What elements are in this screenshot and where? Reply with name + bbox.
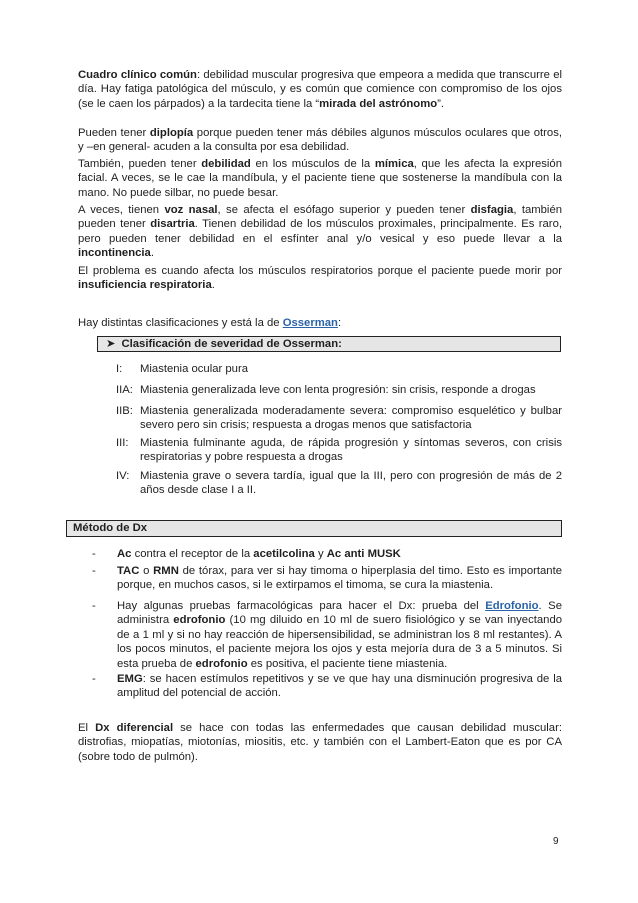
dash-bullet: - [92, 600, 96, 612]
paragraph-text: Hay distintas clasificaciones y está la de [78, 317, 283, 329]
osserman-classification-header [97, 336, 561, 352]
paragraph-classifications [78, 316, 562, 330]
paragraph-text: en los músculos de la [250, 158, 375, 170]
paragraph-text: El problema es cuando afecta los músculos respiratorios porque el paciente puede morir por [78, 265, 562, 277]
classification-key: IV: [116, 470, 130, 482]
bold-term: EMG [117, 673, 143, 685]
paragraph-nasal-voice [78, 203, 562, 261]
bold-term: debilidad [201, 158, 251, 170]
paragraph-text: . [150, 247, 154, 260]
bold-term: Dx diferencial [95, 722, 174, 734]
classification-key: I: [116, 363, 123, 375]
classification-text: Miastenia ocular pura [140, 363, 249, 375]
bold-term: voz nasal [164, 204, 218, 216]
bold-term: Ac anti MUSK [326, 548, 401, 560]
paragraph-text: : debilidad muscular progresiva que empeora a medida que transcurre el día. Hay fatiga patológica del músculo, y es común que comience con compromiso de los ojos (se le caen los párpados) a la tardecita tiene la “ [78, 69, 562, 110]
paragraph-text: porque pueden tener más débiles algunos músculos oculares que otros, y –en general- acuden a la consulta por esa debilidad. [78, 127, 562, 154]
bold-term: mirada del astrónomo [319, 97, 438, 110]
classification-text: Miastenia fulminante aguda, de rápida progresión y síntomas severos, con crisis respiratorias y pobre respuesta a drogas [140, 437, 562, 464]
item-text: : se hacen estímulos repetitivos y se ve que hay una disminución progresiva de la amplitud del potencial de acción. [117, 673, 562, 700]
paragraph-text: , que les afecta la expresión facial. A veces, se le cae la mandíbula, y el paciente tiene que sostenerse la mandíbula con la mano. No puede silbar, no puede besar. [78, 158, 562, 199]
classification-text: Miastenia grave o severa tardía, igual que la III, pero con progresión de más de 2 años desde clase I a II. [140, 470, 562, 497]
bold-term: disfagia [470, 204, 514, 216]
clinical-picture-heading: Cuadro clínico común [78, 69, 197, 81]
bold-term: diplopía [149, 127, 194, 139]
paragraph-text: . [211, 279, 215, 292]
paragraph-mimica [78, 157, 562, 200]
paragraph-clinical-picture [78, 68, 562, 111]
bold-term: RMN [153, 565, 179, 577]
bold-term: incontinencia [78, 247, 151, 260]
bold-term: disartria [150, 218, 195, 231]
classification-title: Clasificación de severidad de Osserman: [121, 338, 342, 350]
dash-bullet: - [92, 565, 96, 577]
classification-text: Miastenia generalizada moderadamente severa: compromiso esquelético y bulbar severo pero sin crisis; respuesta a drogas menos que satisfactoria [140, 405, 562, 432]
item-text: y [314, 548, 327, 560]
method-title: Método de Dx [73, 522, 148, 534]
item-text: contra el receptor de la [131, 548, 254, 560]
paragraph-diplopia [78, 126, 562, 155]
dash-bullet: - [92, 673, 96, 685]
item-text: es positiva, el paciente tiene miastenia. [247, 657, 448, 670]
bold-term: mímica [374, 158, 414, 170]
paragraph-text: , se afecta el esófago superior y pueden tener [217, 204, 471, 216]
paragraph-respiratory [78, 264, 562, 293]
item-text: . Se administra [117, 600, 562, 627]
paragraph-text: . Tienen debilidad de los músculos proximales, principalmente. Es raro, pero pueden tener debilidad en el esfínter anal y/o vesical y eso puede llevar a la [78, 218, 562, 245]
paragraph-text: También, pueden tener [78, 158, 202, 170]
page-number: 9 [553, 836, 559, 847]
item-text: o [139, 565, 154, 577]
osserman-link[interactable]: Osserman [282, 317, 338, 329]
paragraph-text: A veces, tienen [78, 204, 165, 216]
paragraph-text: : [337, 317, 342, 329]
paragraph-text: ”. [437, 97, 445, 110]
bold-term: Ac [117, 548, 132, 560]
bold-term: edrofonio [195, 657, 248, 670]
method-dx-header [66, 520, 562, 537]
item-text: de tórax, para ver si hay timoma o hiperplasia del timo. Esto es importante porque, en muchos casos, si le extirpamos el timoma, se cura la miastenia. [117, 565, 563, 592]
bold-term: TAC [117, 565, 140, 577]
paragraph-text: se hace con todas las enfermedades que causan debilidad muscular: distrofias, miopatías, miotonías, miositis, etc. y también con el Lambert-Eaton que es por CA (sobre todo de pulmón). [78, 722, 562, 763]
edrofonio-link[interactable]: Edrofonio [485, 600, 539, 612]
arrow-bullet-icon: ➤ [106, 338, 116, 350]
paragraph-text: Pueden tener [78, 127, 150, 139]
bold-term: acetilcolina [253, 548, 315, 560]
bold-term: insuficiencia respiratoria [78, 279, 212, 292]
classification-key: IIA: [116, 384, 133, 396]
paragraph-differential-dx [78, 721, 562, 764]
classification-key: III: [116, 437, 129, 449]
paragraph-text: El [78, 722, 96, 734]
bold-term: edrofonio [173, 614, 226, 627]
item-text: (10 mg diluido en 10 ml de suero fisiológico y se van inyectando de a 1 ml y si no hay reacción de hipersensibilidad, se administran los 8 ml restantes). A los pocos minutos, el paciente mejora los ojos y esta mejoría dura de 3 a 5 minutos. Si esta prueba de [117, 614, 563, 670]
classification-key: IIB: [116, 405, 133, 417]
item-text: Hay algunas pruebas farmacológicas para hacer el Dx: prueba del [117, 600, 486, 612]
paragraph-text: , también pueden tener [78, 204, 563, 231]
classification-text: Miastenia generalizada leve con lenta progresión: sin crisis, responde a drogas [140, 384, 536, 396]
dash-bullet: - [92, 548, 96, 560]
